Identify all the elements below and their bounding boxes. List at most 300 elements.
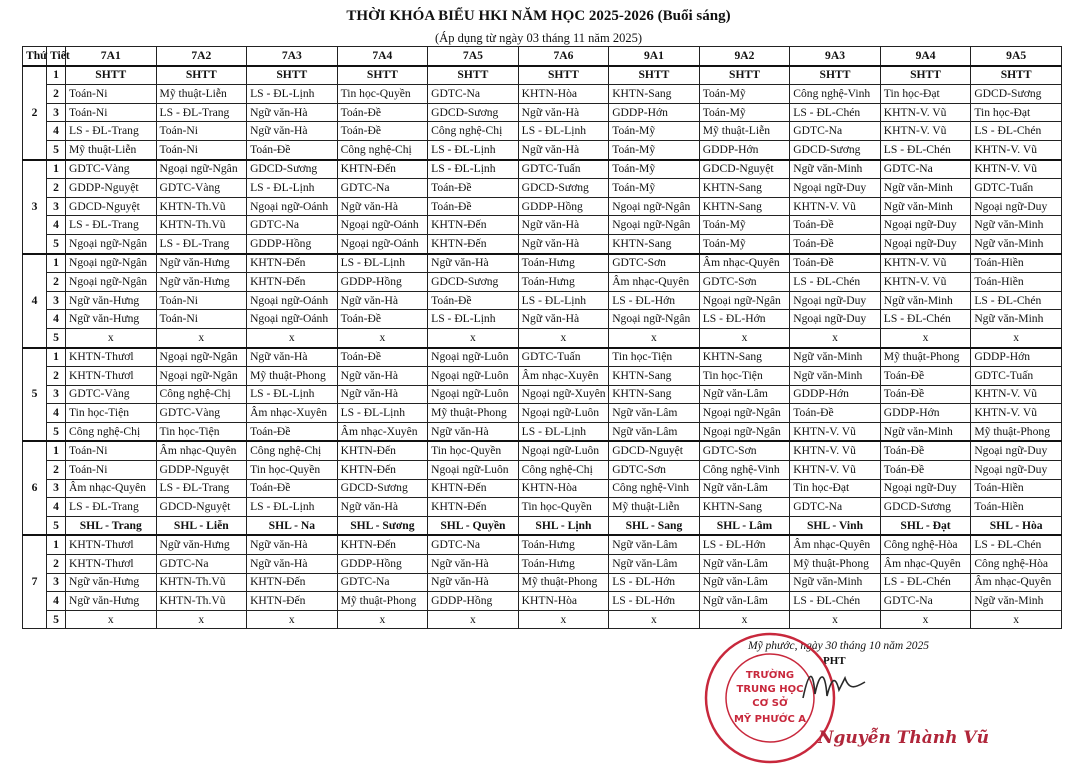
table-row xyxy=(23,291,1062,310)
schedule-cell: KHTN-Th.Vũ xyxy=(156,197,247,216)
schedule-cell: Công nghệ-Chị xyxy=(247,441,338,460)
period-cell: 2 xyxy=(47,367,66,386)
schedule-cell: GDTC-Na xyxy=(880,160,971,179)
schedule-cell: KHTN-Đến xyxy=(247,273,338,292)
schedule-cell: Toán-Mỹ xyxy=(609,140,700,159)
schedule-cell: Toán-Đề xyxy=(428,197,519,216)
schedule-cell: Toán-Mỹ xyxy=(699,85,790,104)
schedule-cell: KHTN-Thươl xyxy=(66,555,157,574)
schedule-cell: Mỹ thuật-Phong xyxy=(518,573,609,592)
schedule-cell: KHTN-Đến xyxy=(428,498,519,517)
schedule-cell: GDDP-Hớn xyxy=(790,385,881,404)
period-cell: 3 xyxy=(47,479,66,498)
page-title: THỜI KHÓA BIỂU HKI NĂM HỌC 2025-2026 (Buổi sáng) xyxy=(346,8,731,24)
schedule-cell: LS - ĐL-Chén xyxy=(880,310,971,329)
schedule-cell: Ngữ văn-Minh xyxy=(880,422,971,441)
table-row xyxy=(23,160,1062,179)
schedule-cell: Toán-Ni xyxy=(156,140,247,159)
header-class-7a1: 7A1 xyxy=(66,47,157,66)
schedule-cell: LS - ĐL-Chén xyxy=(790,273,881,292)
schedule-cell: Âm nhạc-Quyên xyxy=(609,273,700,292)
table-row xyxy=(23,197,1062,216)
schedule-cell: KHTN-Sang xyxy=(699,197,790,216)
schedule-cell: KHTN-Th.Vũ xyxy=(156,216,247,235)
schedule-cell: Toán-Đề xyxy=(880,367,971,386)
schedule-cell: SHL - Hòa xyxy=(971,516,1062,535)
schedule-cell: Toán-Ni xyxy=(66,461,157,480)
schedule-cell: Ngoại ngữ-Duy xyxy=(790,291,881,310)
schedule-cell: Ngữ văn-Minh xyxy=(971,592,1062,611)
schedule-cell: KHTN-Đến xyxy=(428,234,519,253)
period-cell: 1 xyxy=(47,160,66,179)
schedule-cell: Toán-Đề xyxy=(247,479,338,498)
schedule-cell: GDTC-Sơn xyxy=(699,441,790,460)
schedule-cell: Toán-Mỹ xyxy=(699,234,790,253)
schedule-cell: x xyxy=(971,610,1062,629)
schedule-cell: Toán-Đề xyxy=(247,140,338,159)
schedule-cell: KHTN-V. Vũ xyxy=(880,273,971,292)
schedule-cell: KHTN-Sang xyxy=(699,179,790,198)
period-cell: 5 xyxy=(47,328,66,347)
schedule-cell: GDDP-Hớn xyxy=(880,404,971,423)
schedule-cell: Tin học-Đạt xyxy=(880,85,971,104)
schedule-cell: Ngữ văn-Hưng xyxy=(66,573,157,592)
schedule-cell: Ngoại ngữ-Luôn xyxy=(428,348,519,367)
signer-name: Nguyễn Thành Vũ xyxy=(818,728,989,748)
schedule-cell: SHL - Lâm xyxy=(699,516,790,535)
schedule-cell: Ngữ văn-Hà xyxy=(247,348,338,367)
schedule-cell: SHL - Vinh xyxy=(790,516,881,535)
schedule-cell: KHTN-Đến xyxy=(337,441,428,460)
schedule-cell: Ngoại ngữ-Duy xyxy=(971,197,1062,216)
schedule-cell: Toán-Đề xyxy=(790,404,881,423)
schedule-cell: Ngoại ngữ-Duy xyxy=(971,461,1062,480)
schedule-cell: x xyxy=(247,610,338,629)
schedule-cell: LS - ĐL-Lịnh xyxy=(428,160,519,179)
schedule-cell: Toán-Hưng xyxy=(518,273,609,292)
table-row xyxy=(23,85,1062,104)
schedule-cell: x xyxy=(428,610,519,629)
schedule-cell: KHTN-Th.Vũ xyxy=(156,592,247,611)
schedule-cell: GDTC-Sơn xyxy=(609,254,700,273)
period-cell: 1 xyxy=(47,66,66,85)
schedule-cell: KHTN-Sang xyxy=(699,498,790,517)
table-row xyxy=(23,461,1062,480)
day-cell: 4 xyxy=(23,254,47,348)
schedule-cell: Công nghệ-Hòa xyxy=(880,535,971,554)
schedule-cell: Công nghệ-Vinh xyxy=(609,479,700,498)
schedule-cell: GDTC-Na xyxy=(428,535,519,554)
schedule-cell: Toán-Mỹ xyxy=(609,179,700,198)
schedule-cell: Ngữ văn-Lâm xyxy=(699,385,790,404)
schedule-cell: Âm nhạc-Quyên xyxy=(880,555,971,574)
schedule-cell: Ngữ văn-Minh xyxy=(790,367,881,386)
schedule-cell: Mỹ thuật-Phong xyxy=(971,422,1062,441)
schedule-cell: Toán-Ni xyxy=(66,103,157,122)
schedule-cell: Tin học-Đạt xyxy=(790,479,881,498)
schedule-cell: Toán-Mỹ xyxy=(699,103,790,122)
schedule-cell: Toán-Đề xyxy=(790,234,881,253)
timetable-header-row xyxy=(23,47,1062,66)
signature-date: Mỹ phước, ngày 30 tháng 10 năm 2025 xyxy=(748,640,930,652)
period-cell: 4 xyxy=(47,216,66,235)
schedule-cell: Công nghệ-Chị xyxy=(66,422,157,441)
schedule-cell: Âm nhạc-Quyên xyxy=(790,535,881,554)
schedule-cell: Ngoại ngữ-Duy xyxy=(880,216,971,235)
table-row xyxy=(23,122,1062,141)
schedule-cell: Ngữ văn-Hà xyxy=(428,422,519,441)
schedule-cell: Ngoại ngữ-Luôn xyxy=(428,385,519,404)
schedule-cell: KHTN-V. Vũ xyxy=(971,404,1062,423)
schedule-cell: KHTN-Hòa xyxy=(518,85,609,104)
schedule-cell: Ngoại ngữ-Ngân xyxy=(699,404,790,423)
schedule-cell: Ngữ văn-Hưng xyxy=(156,273,247,292)
schedule-cell: Mỹ thuật-Phong xyxy=(790,555,881,574)
schedule-cell: Ngữ văn-Hưng xyxy=(66,291,157,310)
schedule-cell: KHTN-V. Vũ xyxy=(880,254,971,273)
header-class-7a3: 7A3 xyxy=(247,47,338,66)
table-row xyxy=(23,441,1062,460)
header-class-7a6: 7A6 xyxy=(518,47,609,66)
period-cell: 3 xyxy=(47,291,66,310)
table-row xyxy=(23,498,1062,517)
schedule-cell: GDCD-Sương xyxy=(518,179,609,198)
schedule-cell: LS - ĐL-Lịnh xyxy=(337,254,428,273)
schedule-cell: x xyxy=(66,328,157,347)
schedule-cell: Ngoại ngữ-Ngân xyxy=(156,367,247,386)
schedule-cell: LS - ĐL-Chén xyxy=(790,592,881,611)
schedule-cell: Tin học-Tiện xyxy=(609,348,700,367)
period-cell: 1 xyxy=(47,254,66,273)
schedule-cell: Ngữ văn-Hà xyxy=(337,385,428,404)
schedule-cell: Toán-Mỹ xyxy=(609,122,700,141)
schedule-cell: GDDP-Hồng xyxy=(337,555,428,574)
schedule-cell: Ngữ văn-Hưng xyxy=(156,254,247,273)
schedule-cell: Mỹ thuật-Phong xyxy=(247,367,338,386)
schedule-cell: Ngữ văn-Minh xyxy=(971,310,1062,329)
schedule-cell: LS - ĐL-Lịnh xyxy=(247,498,338,517)
schedule-cell: SHL - Lịnh xyxy=(518,516,609,535)
schedule-cell: LS - ĐL-Chén xyxy=(971,291,1062,310)
schedule-cell: Mỹ thuật-Liễn xyxy=(66,140,157,159)
schedule-cell: x xyxy=(880,328,971,347)
schedule-cell: GDDP-Hớn xyxy=(699,140,790,159)
header-class-9a2: 9A2 xyxy=(699,47,790,66)
schedule-cell: KHTN-Sang xyxy=(609,234,700,253)
schedule-cell: Toán-Hiền xyxy=(971,479,1062,498)
schedule-cell: GDDP-Hồng xyxy=(518,197,609,216)
day-cell: 5 xyxy=(23,348,47,442)
schedule-cell: Ngữ văn-Hà xyxy=(337,197,428,216)
schedule-cell: Toán-Ni xyxy=(66,441,157,460)
schedule-cell: Công nghệ-Hòa xyxy=(971,555,1062,574)
period-cell: 2 xyxy=(47,461,66,480)
schedule-cell: Công nghệ-Vinh xyxy=(790,85,881,104)
schedule-cell: KHTN-Đến xyxy=(247,254,338,273)
schedule-cell: Ngữ văn-Minh xyxy=(790,573,881,592)
table-row xyxy=(23,66,1062,85)
schedule-cell: LS - ĐL-Hớn xyxy=(699,310,790,329)
schedule-cell: Toán-Mỹ xyxy=(699,216,790,235)
table-row xyxy=(23,103,1062,122)
schedule-cell: SHTT xyxy=(609,66,700,85)
period-cell: 4 xyxy=(47,404,66,423)
period-cell: 1 xyxy=(47,441,66,460)
schedule-cell: KHTN-V. Vũ xyxy=(971,140,1062,159)
schedule-cell: Ngoại ngữ-Luôn xyxy=(518,441,609,460)
period-cell: 2 xyxy=(47,179,66,198)
schedule-cell: x xyxy=(609,610,700,629)
schedule-cell: GDCD-Nguyệt xyxy=(66,197,157,216)
svg-text:TRUNG HỌC: TRUNG HỌC xyxy=(736,684,804,695)
schedule-cell: SHL - Na xyxy=(247,516,338,535)
schedule-cell: Mỹ thuật-Liễn xyxy=(609,498,700,517)
schedule-cell: LS - ĐL-Lịnh xyxy=(428,140,519,159)
svg-text:CƠ SỞ: CƠ SỞ xyxy=(752,698,788,709)
schedule-cell: LS - ĐL-Chén xyxy=(971,122,1062,141)
schedule-cell: x xyxy=(699,328,790,347)
schedule-cell: Toán-Hiền xyxy=(971,498,1062,517)
schedule-cell: LS - ĐL-Chén xyxy=(790,103,881,122)
schedule-cell: SHL - Quyền xyxy=(428,516,519,535)
schedule-cell: GDTC-Na xyxy=(337,179,428,198)
schedule-cell: GDDP-Hồng xyxy=(337,273,428,292)
period-cell: 3 xyxy=(47,197,66,216)
schedule-cell: GDCD-Sương xyxy=(880,498,971,517)
table-row xyxy=(23,385,1062,404)
signer-role: PHT xyxy=(823,655,846,667)
schedule-cell: Mỹ thuật-Phong xyxy=(337,592,428,611)
table-row xyxy=(23,555,1062,574)
schedule-cell: Ngữ văn-Lâm xyxy=(609,535,700,554)
schedule-cell: Ngoại ngữ-Oánh xyxy=(247,291,338,310)
schedule-cell: SHTT xyxy=(66,66,157,85)
schedule-cell: Ngoại ngữ-Duy xyxy=(880,479,971,498)
schedule-cell: KHTN-Thươl xyxy=(66,367,157,386)
schedule-cell: Toán-Hưng xyxy=(518,254,609,273)
schedule-cell: Âm nhạc-Quyên xyxy=(66,479,157,498)
period-cell: 4 xyxy=(47,592,66,611)
table-row xyxy=(23,254,1062,273)
schedule-cell: Toán-Đề xyxy=(790,254,881,273)
day-cell: 6 xyxy=(23,441,47,535)
schedule-cell: Mỹ thuật-Phong xyxy=(880,348,971,367)
schedule-cell: SHTT xyxy=(156,66,247,85)
period-cell: 4 xyxy=(47,498,66,517)
schedule-cell: SHTT xyxy=(971,66,1062,85)
schedule-cell: LS - ĐL-Trang xyxy=(156,103,247,122)
schedule-cell: GDDP-Nguyệt xyxy=(66,179,157,198)
schedule-cell: Ngoại ngữ-Duy xyxy=(790,310,881,329)
schedule-cell: KHTN-V. Vũ xyxy=(790,441,881,460)
schedule-cell: SHL - Đạt xyxy=(880,516,971,535)
schedule-cell: SHTT xyxy=(247,66,338,85)
schedule-cell: Tin học-Đạt xyxy=(971,103,1062,122)
schedule-cell: Ngữ văn-Minh xyxy=(880,179,971,198)
schedule-cell: x xyxy=(337,328,428,347)
schedule-cell: KHTN-V. Vũ xyxy=(971,385,1062,404)
table-row xyxy=(23,216,1062,235)
schedule-cell: Ngoại ngữ-Luôn xyxy=(518,404,609,423)
schedule-cell: Ngữ văn-Hà xyxy=(518,310,609,329)
table-row xyxy=(23,348,1062,367)
schedule-cell: Ngữ văn-Minh xyxy=(971,234,1062,253)
header-class-7a2: 7A2 xyxy=(156,47,247,66)
schedule-cell: GDCD-Sương xyxy=(790,140,881,159)
schedule-cell: SHL - Trang xyxy=(66,516,157,535)
period-cell: 2 xyxy=(47,273,66,292)
schedule-cell: Ngữ văn-Minh xyxy=(880,291,971,310)
schedule-cell: KHTN-Thươl xyxy=(66,535,157,554)
schedule-cell: KHTN-Đến xyxy=(337,461,428,480)
schedule-cell: Tin học-Tiện xyxy=(699,367,790,386)
schedule-cell: x xyxy=(518,610,609,629)
handwritten-signature xyxy=(795,660,875,710)
table-row xyxy=(23,234,1062,253)
schedule-cell: LS - ĐL-Trang xyxy=(66,498,157,517)
schedule-cell: KHTN-Sang xyxy=(609,385,700,404)
table-row xyxy=(23,140,1062,159)
period-cell: 2 xyxy=(47,555,66,574)
schedule-cell: Công nghệ-Chị xyxy=(156,385,247,404)
schedule-cell: GDCD-Sương xyxy=(971,85,1062,104)
day-cell: 3 xyxy=(23,160,47,254)
schedule-cell: Ngữ văn-Minh xyxy=(790,160,881,179)
header-day: Thứ xyxy=(23,47,47,66)
schedule-cell: GDTC-Na xyxy=(428,85,519,104)
schedule-cell: Âm nhạc-Xuyên xyxy=(337,422,428,441)
schedule-cell: Toán-Đề xyxy=(428,179,519,198)
schedule-cell: Toán-Đề xyxy=(337,348,428,367)
schedule-cell: KHTN-Đến xyxy=(428,216,519,235)
schedule-cell: KHTN-Đến xyxy=(428,479,519,498)
page-subtitle: (Áp dụng từ ngày 03 tháng 11 năm 2025) xyxy=(435,31,642,45)
schedule-cell: SHTT xyxy=(337,66,428,85)
schedule-cell: Ngữ văn-Hà xyxy=(337,291,428,310)
schedule-cell: LS - ĐL-Lịnh xyxy=(247,85,338,104)
schedule-cell: GDTC-Sơn xyxy=(609,461,700,480)
schedule-cell: KHTN-Hòa xyxy=(518,479,609,498)
day-cell: 2 xyxy=(23,66,47,160)
schedule-cell: SHTT xyxy=(699,66,790,85)
schedule-cell: Toán-Đề xyxy=(880,461,971,480)
schedule-cell: LS - ĐL-Hớn xyxy=(609,291,700,310)
period-cell: 1 xyxy=(47,348,66,367)
schedule-cell: Ngữ văn-Lâm xyxy=(609,555,700,574)
schedule-cell: Ngoại ngữ-Duy xyxy=(790,179,881,198)
schedule-cell: Ngoại ngữ-Ngân xyxy=(66,273,157,292)
schedule-cell: x xyxy=(790,328,881,347)
schedule-cell: x xyxy=(699,610,790,629)
schedule-cell: Ngữ văn-Hà xyxy=(428,254,519,273)
schedule-cell: LS - ĐL-Lịnh xyxy=(518,122,609,141)
schedule-cell: Toán-Ni xyxy=(156,310,247,329)
schedule-cell: Âm nhạc-Quyên xyxy=(971,573,1062,592)
schedule-cell: KHTN-V. Vũ xyxy=(790,197,881,216)
schedule-cell: LS - ĐL-Lịnh xyxy=(518,422,609,441)
schedule-cell: SHTT xyxy=(518,66,609,85)
schedule-cell: KHTN-Th.Vũ xyxy=(156,573,247,592)
schedule-cell: x xyxy=(66,610,157,629)
schedule-cell: GDCD-Nguyệt xyxy=(699,160,790,179)
schedule-cell: Toán-Đề xyxy=(428,291,519,310)
schedule-cell: Toán-Đề xyxy=(880,385,971,404)
schedule-cell: Ngoại ngữ-Oánh xyxy=(337,216,428,235)
schedule-cell: Âm nhạc-Quyên xyxy=(699,254,790,273)
schedule-cell: Tin học-Quyền xyxy=(247,461,338,480)
schedule-cell: GDTC-Tuấn xyxy=(518,348,609,367)
schedule-cell: Ngữ văn-Hà xyxy=(518,216,609,235)
schedule-cell: KHTN-Sang xyxy=(609,85,700,104)
schedule-cell: Ngữ văn-Lâm xyxy=(699,573,790,592)
schedule-cell: LS - ĐL-Lịnh xyxy=(337,404,428,423)
schedule-cell: KHTN-Đến xyxy=(247,573,338,592)
schedule-cell: Ngoại ngữ-Ngân xyxy=(66,234,157,253)
schedule-cell: Toán-Đề xyxy=(790,216,881,235)
svg-text:MỸ PHƯỚC A: MỸ PHƯỚC A xyxy=(733,714,807,725)
table-row xyxy=(23,367,1062,386)
table-row xyxy=(23,179,1062,198)
schedule-cell: GDTC-Na xyxy=(247,216,338,235)
schedule-cell: GDTC-Na xyxy=(880,592,971,611)
schedule-cell: Mỹ thuật-Phong xyxy=(428,404,519,423)
schedule-cell: Ngữ văn-Hưng xyxy=(66,310,157,329)
schedule-cell: KHTN-V. Vũ xyxy=(790,422,881,441)
schedule-cell: SHTT xyxy=(790,66,881,85)
schedule-cell: Toán-Ni xyxy=(66,85,157,104)
schedule-cell: Ngữ văn-Lâm xyxy=(699,555,790,574)
schedule-cell: Âm nhạc-Quyên xyxy=(156,441,247,460)
period-cell: 3 xyxy=(47,385,66,404)
schedule-cell: KHTN-Đến xyxy=(337,160,428,179)
period-cell: 3 xyxy=(47,103,66,122)
schedule-cell: GDDP-Nguyệt xyxy=(156,461,247,480)
timetable xyxy=(22,46,1062,629)
period-cell: 4 xyxy=(47,310,66,329)
schedule-cell: SHL - Liễn xyxy=(156,516,247,535)
schedule-cell: Ngữ văn-Hà xyxy=(428,555,519,574)
schedule-cell: GDCD-Nguyệt xyxy=(609,441,700,460)
schedule-cell: KHTN-V. Vũ xyxy=(790,461,881,480)
schedule-cell: GDTC-Na xyxy=(156,555,247,574)
schedule-cell: Ngữ văn-Hà xyxy=(247,122,338,141)
table-row xyxy=(23,328,1062,347)
schedule-cell: GDTC-Na xyxy=(337,573,428,592)
schedule-cell: KHTN-Sang xyxy=(609,367,700,386)
schedule-cell: Ngữ văn-Hà xyxy=(428,573,519,592)
day-cell: 7 xyxy=(23,535,47,628)
timetable-body xyxy=(23,66,1062,629)
schedule-cell: Ngoại ngữ-Ngân xyxy=(609,310,700,329)
period-cell: 5 xyxy=(47,610,66,629)
schedule-cell: Ngoại ngữ-Ngân xyxy=(609,197,700,216)
header-class-9a1: 9A1 xyxy=(609,47,700,66)
schedule-cell: Ngoại ngữ-Luôn xyxy=(428,367,519,386)
schedule-cell: LS - ĐL-Lịnh xyxy=(247,179,338,198)
schedule-cell: GDCD-Sương xyxy=(337,479,428,498)
schedule-cell: KHTN-V. Vũ xyxy=(971,160,1062,179)
header-period: Tiết xyxy=(47,47,66,66)
schedule-cell: KHTN-Sang xyxy=(699,348,790,367)
schedule-cell: Công nghệ-Vinh xyxy=(699,461,790,480)
schedule-cell: Toán-Ni xyxy=(156,122,247,141)
table-row xyxy=(23,479,1062,498)
schedule-cell: Toán-Mỹ xyxy=(609,160,700,179)
schedule-cell: GDTC-Sơn xyxy=(699,273,790,292)
schedule-cell: Mỹ thuật-Liễn xyxy=(156,85,247,104)
schedule-cell: Ngữ văn-Hà xyxy=(337,498,428,517)
period-cell: 3 xyxy=(47,573,66,592)
